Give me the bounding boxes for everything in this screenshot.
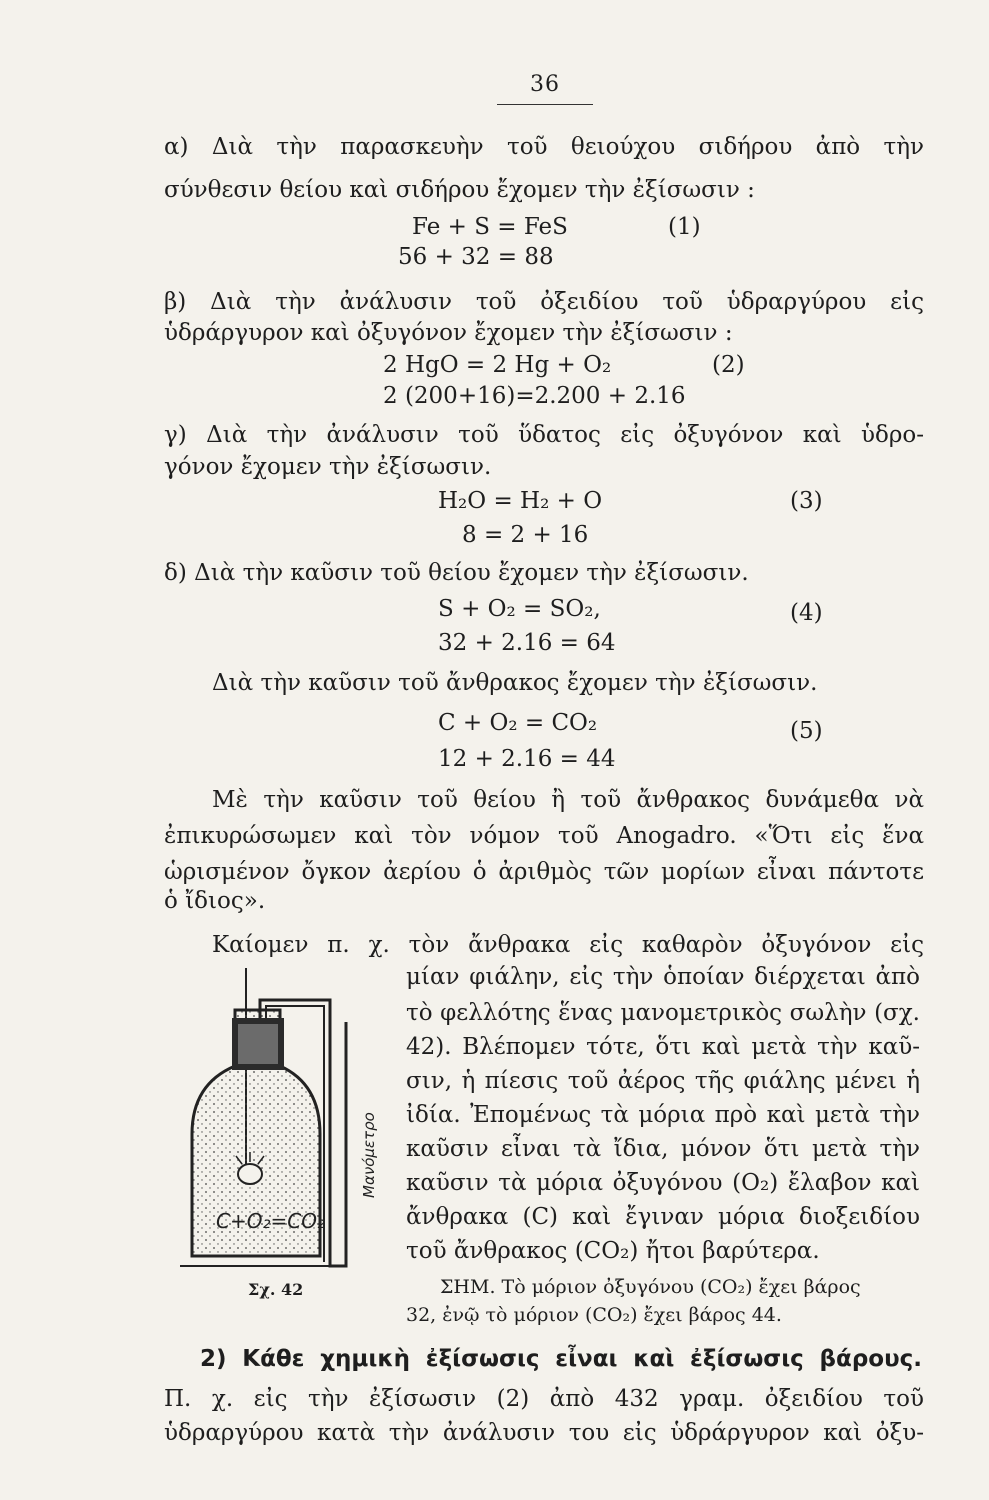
equation-2: 2 HgO = 2 Hg + O₂	[383, 352, 612, 378]
equation-4-number: (4)	[790, 600, 823, 626]
section-d-line-1: δ) Διὰ τὴν καῦσιν τοῦ θείου ἔχομεν τὴν ἐξίσωσιν.	[164, 560, 749, 586]
manometer-label: Μανόμετρο	[360, 1112, 378, 1198]
section-c-line-1: γ) Διὰ τὴν ἀνάλυσιν τοῦ ὕδατος εἰς ὀξυγόνον καὶ ὑδρο-	[164, 422, 924, 448]
equation-3: H₂O = H₂ + O	[438, 488, 603, 514]
section-b-line-1: β) Διὰ τὴν ἀνάλυσιν τοῦ ὀξειδίου τοῦ ὑδραργύρου εἰς	[164, 289, 924, 315]
figure-caption: Σχ. 42	[248, 1280, 304, 1299]
note-line-1: ΣΗΜ. Τὸ μόριον ὀξυγόνου (CO₂) ἔχει βάρος	[440, 1276, 861, 1298]
section-e-line-1: Διὰ τὴν καῦσιν τοῦ ἄνθρακος ἔχομεν τὴν ἐξίσωσιν.	[212, 670, 818, 696]
experiment-line-3: τὸ φελλότης ἕνας μανομετρικὸς σωλὴν (σχ.	[406, 1000, 920, 1026]
equation-2-weights: 2 (200+16)=2.200 + 2.16	[383, 383, 686, 409]
burning-carbon	[238, 1164, 262, 1184]
experiment-line-9: ἄνθρακα (C) καὶ ἔγιναν μόρια διοξειδίου	[406, 1204, 920, 1230]
experiment-line-6: ἰδία. Ἐπομένως τὰ μόρια πρὸ καὶ μετὰ τὴν	[406, 1102, 920, 1128]
experiment-line-2: μίαν φιάλην, εἰς τὴν ὁποίαν διέρχεται ἀπὸ	[406, 964, 920, 990]
page-number-rule	[497, 104, 593, 105]
equation-4-weights: 32 + 2.16 = 64	[438, 630, 616, 656]
experiment-line-5: σιν, ἡ πίεσις τοῦ ἀέρος τῆς φιάλης μένει ἡ	[406, 1068, 920, 1094]
equation-1: Fe + S = FeS	[412, 214, 568, 240]
section-c-line-2: γόνον ἔχομεν τὴν ἐξίσωσιν.	[164, 454, 492, 480]
experiment-line-4: 42). Βλέπομεν τότε, ὅτι καὶ μετὰ τὴν καῦ-	[406, 1034, 920, 1060]
experiment-line-7: καῦσιν εἶναι τὰ ἴδια, μόνον ὅτι μετὰ τὴν	[406, 1136, 920, 1162]
note-line-2: 32, ἐνῷ τὸ μόριον (CO₂) ἔχει βάρος 44.	[406, 1304, 782, 1326]
section-a-line-1: α) Διὰ τὴν παρασκευὴν τοῦ θειούχου σιδήρου ἀπὸ τὴν	[164, 134, 924, 160]
cork-inner	[238, 1024, 278, 1064]
experiment-line-1: Καίομεν π. χ. τὸν ἄνθρακα εἰς καθαρὸν ὀξυγόνον εἰς	[212, 932, 924, 958]
section-b-line-2: ὑδράργυρον καὶ ὀξυγόνον ἔχομεν τὴν ἐξίσωσιν :	[164, 320, 733, 346]
final-line-2: ὑδραργύρου κατὰ τὴν ἀνάλυσιν του εἰς ὑδράργυρον καὶ ὀξυ-	[164, 1420, 924, 1446]
flask-manometer-figure	[180, 966, 378, 1272]
equation-4: S + O₂ = SO₂,	[438, 596, 601, 622]
page-number: 36	[530, 72, 560, 97]
experiment-line-10: τοῦ ἄνθρακος (CO₂) ἤτοι βαρύτερα.	[406, 1238, 820, 1264]
flask-label: C+O₂=CO₂	[216, 1209, 325, 1233]
final-line-1: Π. χ. εἰς τὴν ἐξίσωσιν (2) ἀπὸ 432 γραμ. ὀξειδίου τοῦ	[164, 1386, 924, 1412]
equation-5-number: (5)	[790, 718, 823, 744]
avogadro-line-3: ὡρισμένον ὄγκον ἀερίου ὁ ἀριθμὸς τῶν μορίων εἶναι πάντοτε	[164, 859, 924, 885]
avogadro-line-4: ὁ ἴδιος».	[164, 888, 266, 914]
experiment-line-8: καῦσιν τὰ μόρια ὀξυγόνου (O₂) ἔλαβον καὶ	[406, 1170, 920, 1196]
equation-3-weights: 8 = 2 + 16	[462, 522, 589, 548]
equation-3-number: (3)	[790, 488, 823, 514]
avogadro-line-1: Μὲ τὴν καῦσιν τοῦ θείου ἢ τοῦ ἄνθρακος δυνάμεθα νὰ	[212, 787, 924, 813]
section-heading: 2) Κάθε χημικὴ ἐξίσωσις εἶναι καὶ ἐξίσωσις βάρους.	[200, 1346, 922, 1372]
equation-5-weights: 12 + 2.16 = 44	[438, 746, 616, 772]
equation-1-weights: 56 + 32 = 88	[398, 244, 554, 270]
equation-1-number: (1)	[668, 214, 701, 240]
avogadro-line-2: ἐπικυρώσωμεν καὶ τὸν νόμον τοῦ Anogadro. «Ὅτι εἰς ἕνα	[164, 823, 924, 849]
equation-5: C + O₂ = CO₂	[438, 710, 598, 736]
equation-2-number: (2)	[712, 352, 745, 378]
section-a-line-2: σύνθεσιν θείου καὶ σιδήρου ἔχομεν τὴν ἐξίσωσιν :	[164, 177, 755, 203]
